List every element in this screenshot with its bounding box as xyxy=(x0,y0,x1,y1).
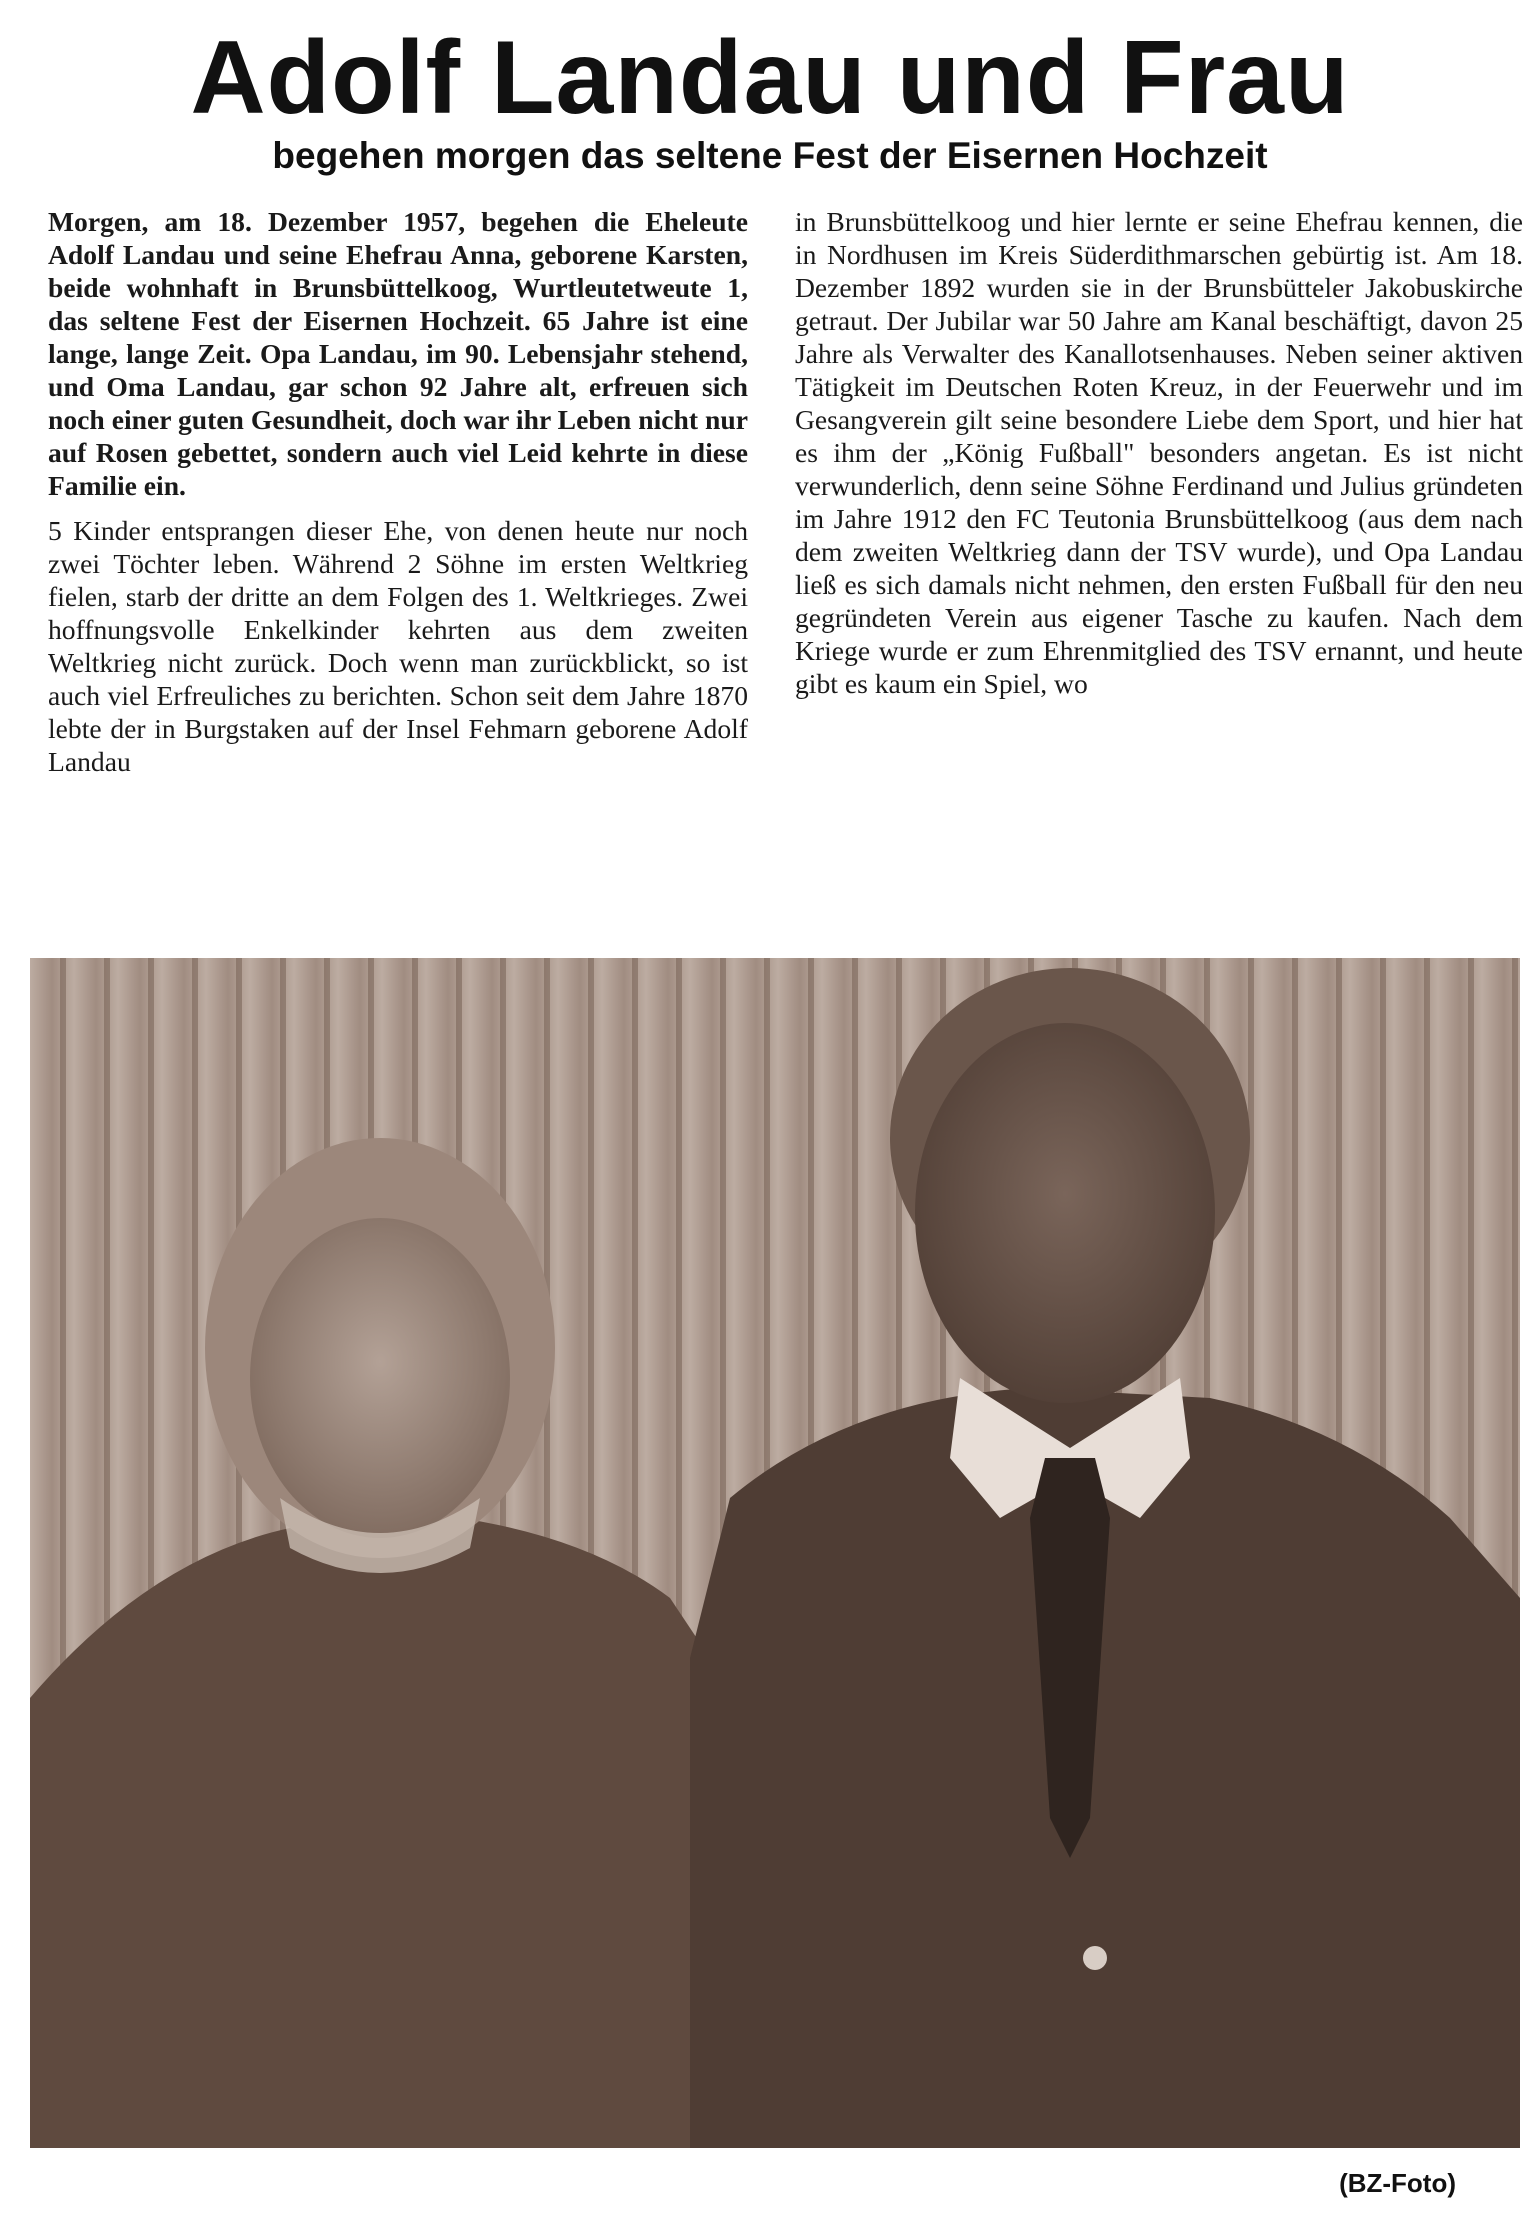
couple-photo xyxy=(30,958,1520,2148)
article-column-left xyxy=(48,205,748,905)
photo-credit: (BZ-Foto) xyxy=(1339,2168,1456,2198)
article-column-right xyxy=(795,205,1523,905)
article-body-paragraph: 5 Kinder entsprangen dieser Ehe, von denen heute nur noch zwei Töchter leben. Während 2 Söhne im ersten Weltkrieg fielen, starb der dritte an dem Folgen des 1. Weltkrieges. Zwei hoffnungsvolle Enkelkinder kehrten aus dem zweiten Weltkrieg nicht zurück. Doch wenn man zurückblickt, so ist auch viel Erfreuliches zu berichten. Schon seit dem Jahre 1870 lebte der in Burgstaken auf der Insel Fehmarn geborene Adolf Landau xyxy=(48,515,748,777)
article-subheadline: begehen morgen das seltene Fest der Eisernen Hochzeit xyxy=(272,135,1268,176)
article-lead-paragraph: Morgen, am 18. Dezember 1957, begehen die Eheleute Adolf Landau und seine Ehefrau Anna, geborene Karsten, beide wohnhaft in Brunsbüttelkoog, Wurtleutetweute 1, das seltene Fest der Eisernen Hochzeit. 65 Jahre ist eine lange, lange Zeit. Opa Landau, im 90. Lebensjahr stehend, und Oma Landau, gar schon 92 Jahre alt, erfreuen sich noch einer guten Gesundheit, doch war ihr Leben nicht nur auf Rosen gebettet, sondern auch viel Leid kehrte in diese Familie ein. xyxy=(48,206,748,501)
article-body-continuation: in Brunsbüttelkoog und hier lernte er seine Ehefrau kennen, die in Nordhusen im Kreis Süderdithmarschen gebürtig ist. Am 18. Dezember 1892 wurden sie in der Brunsbütteler Jakobuskirche getraut. Der Jubilar war 50 Jahre am Kanal beschäftigt, davon 25 Jahre als Verwalter des Kanallotsenhauses. Neben seiner aktiven Tätigkeit im Deutschen Roten Kreuz, in der Feuerwehr und im Gesangverein gilt seine besondere Liebe dem Sport, und hier hat es ihm der „König Fußball" besonders angetan. Es ist nicht verwunderlich, denn seine Söhne Ferdinand und Julius gründeten im Jahre 1912 den FC Teutonia Brunsbüttelkoog (aus dem nach dem zweiten Weltkrieg dann der TSV wurde), und Opa Landau ließ es sich damals nicht nehmen, den ersten Fußball für den neu gegründeten Verein aus eigener Tasche zu kaufen. Nach dem Kriege wurde er zum Ehrenmitglied des TSV ernannt, und heute gibt es kaum ein Spiel, wo xyxy=(795,206,1523,699)
couple-photo-illustration xyxy=(30,958,1520,2148)
article-headline: Adolf Landau und Frau xyxy=(190,20,1350,136)
